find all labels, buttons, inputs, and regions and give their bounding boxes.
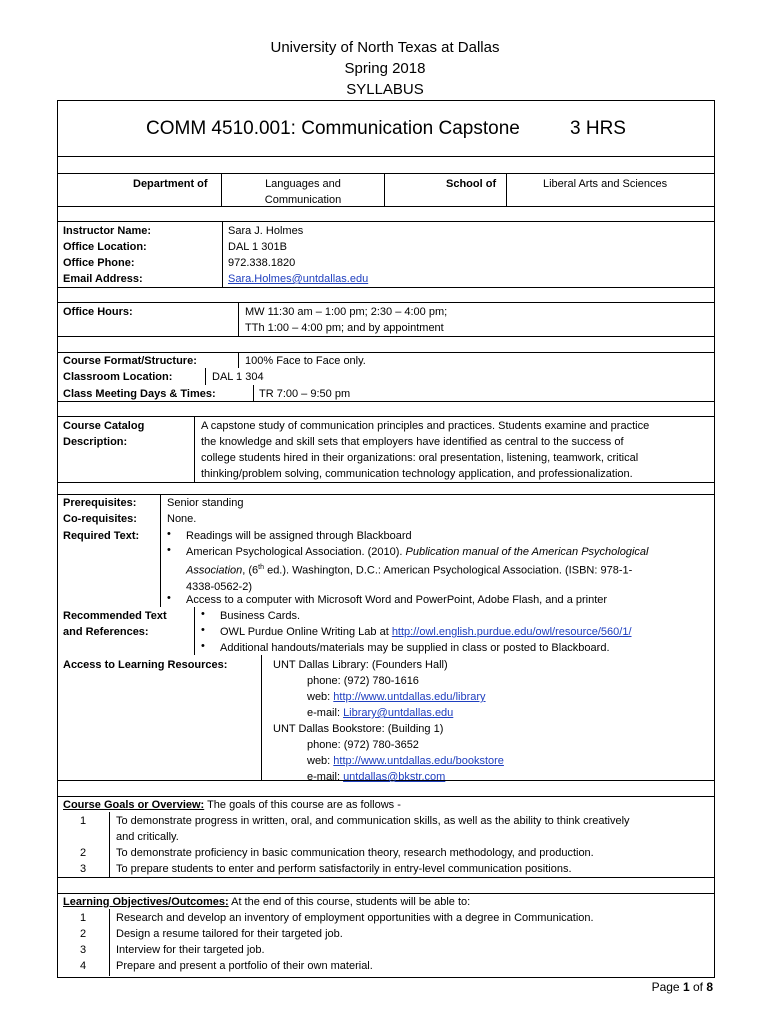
catalog-line: A capstone study of communication principles and practices. Students examine and practice (201, 420, 650, 432)
dept-value-line: Communication (264, 194, 342, 206)
divider (506, 173, 507, 206)
required-text-item: Access to a computer with Microsoft Word and PowerPoint, Adobe Flash, and a printer (186, 594, 608, 606)
goal-item: To demonstrate proficiency in basic communication theory, research methodology, and production. (116, 847, 594, 859)
divider (238, 302, 239, 336)
prereq-value: Senior standing (167, 497, 244, 509)
course-title: COMM 4510.001: Communication Capstone (146, 118, 520, 139)
resources-list (273, 657, 504, 785)
objective-num: 2 (79, 928, 87, 940)
catalog-line: college students hired in their organizations: oral presentation, listening, teamwork, critical (201, 452, 639, 464)
goal-line: and critically. (116, 831, 179, 843)
office-location-label: Office Location: (63, 241, 147, 253)
recommended-text: OWL Purdue Online Writing Lab at (220, 626, 392, 638)
goal-num: 2 (79, 847, 87, 859)
doc-type: SYLLABUS (346, 81, 424, 98)
instructor-name-label: Instructor Name: (63, 225, 152, 237)
bullet-icon: • (167, 528, 171, 540)
owl-purdue-link[interactable]: http://owl.english.purdue.edu/owl/resource/560/1/ (391, 626, 632, 638)
bullet-icon: • (201, 608, 205, 620)
office-hours-line: TTh 1:00 – 4:00 pm; and by appointment (245, 322, 444, 334)
page-number (652, 980, 713, 994)
email-label: Email Address: (63, 273, 143, 285)
citation-part: American Psychological Association. (2010). (186, 546, 406, 558)
citation-part: ed.). Washington, D.C.: American Psychological Association. (ISBN: 978-1- (264, 564, 633, 577)
format-label: Course Format/Structure: (63, 355, 197, 367)
citation-part: , (6 (242, 564, 259, 577)
bookstore-name: UNT Dallas Bookstore: (Building 1) (273, 723, 444, 735)
objectives-intro: At the end of this course, students will be able to: (228, 896, 471, 908)
recommended-label (63, 608, 167, 640)
total-pages: 8 (706, 980, 713, 994)
goals-heading (63, 797, 401, 813)
days-value: TR 7:00 – 9:50 pm (259, 388, 351, 400)
goal-num: 1 (79, 815, 87, 827)
objectives-label: Learning Objectives/Outcomes: (63, 896, 229, 908)
required-text-item: Readings will be assigned through Blackboard (186, 530, 412, 542)
instructor-name: Sara J. Holmes (228, 225, 304, 237)
divider (57, 482, 714, 483)
bookstore-email-link[interactable]: untdallas@bkstr.com (343, 771, 446, 783)
office-hours-label: Office Hours: (63, 306, 133, 318)
divider (57, 221, 714, 222)
citation-part: 4338-0562-2) (186, 580, 253, 593)
recommended-label-line: Recommended Text (63, 610, 167, 622)
divider (253, 385, 254, 401)
web-label: web: (307, 755, 334, 767)
library-phone: phone: (972) 780-1616 (307, 675, 419, 687)
divider (57, 156, 714, 157)
recommended-item: Business Cards. (220, 610, 301, 622)
objective-item: Research and develop an inventory of employment opportunities with a degree in Communication. (116, 912, 594, 924)
office-location: DAL 1 301B (228, 241, 287, 253)
objective-num: 1 (79, 912, 87, 924)
objective-num: 4 (79, 960, 87, 972)
objective-item: Design a resume tailored for their targeted job. (116, 928, 343, 940)
dept-value-line: Languages and (265, 178, 341, 190)
term: Spring 2018 (344, 60, 426, 77)
catalog-description (201, 418, 649, 482)
coreq-value: None. (167, 513, 197, 525)
current-page: 1 (682, 980, 690, 994)
divider (160, 494, 161, 607)
coreq-label: Co-requisites: (63, 513, 137, 525)
objective-num: 3 (79, 944, 87, 956)
catalog-label-line: Description: (63, 436, 128, 448)
divider (194, 416, 195, 482)
citation-title: Association (186, 564, 243, 577)
required-text-item (186, 544, 711, 595)
catalog-line: the knowledge and skill sets that employers have identified as central to the success of (201, 436, 624, 448)
web-label: web: (307, 691, 334, 703)
library-email-link[interactable]: Library@untdallas.edu (343, 707, 454, 719)
document-header (0, 37, 770, 100)
goals-label: Course Goals or Overview: (63, 799, 205, 811)
office-phone: 972.338.1820 (228, 257, 296, 269)
instructor-email-link[interactable]: Sara.Holmes@untdallas.edu (228, 273, 369, 285)
office-hours-value (245, 304, 447, 336)
bookstore-phone: phone: (972) 780-3652 (307, 739, 419, 751)
divider (109, 812, 110, 877)
library-name: UNT Dallas Library: (Founders Hall) (273, 659, 448, 671)
days-label: Class Meeting Days & Times: (63, 388, 216, 400)
divider (57, 206, 714, 207)
room-value: DAL 1 304 (212, 371, 264, 383)
dept-value (222, 176, 384, 208)
of-word: of (689, 980, 707, 994)
goal-item (116, 813, 711, 845)
divider (238, 352, 239, 368)
room-label: Classroom Location: (63, 371, 173, 383)
divider (205, 368, 206, 385)
objectives-heading (63, 894, 470, 910)
divider (57, 302, 714, 303)
catalog-line: thinking/problem solving, communication technology application, and professionalization. (201, 468, 633, 480)
divider (222, 221, 223, 287)
recommended-item: Additional handouts/materials may be supplied in class or posted to Blackboard. (220, 642, 610, 654)
bullet-icon: • (201, 624, 205, 636)
recommended-label-line: and References: (63, 626, 149, 638)
office-hours-line: MW 11:30 am – 1:00 pm; 2:30 – 4:00 pm; (245, 306, 448, 318)
course-hours: 3 HRS (570, 118, 626, 139)
divider (57, 416, 714, 417)
prereq-label: Prerequisites: (63, 497, 137, 509)
dept-label: Department of (133, 178, 208, 190)
divider (57, 494, 714, 495)
bullet-icon: • (167, 544, 171, 556)
university-name: University of North Texas at Dallas (270, 39, 500, 56)
library-web-link[interactable]: http://www.untdallas.edu/library (333, 691, 486, 703)
divider (57, 173, 714, 174)
instructor-labels (63, 223, 151, 287)
email-label: e-mail: (307, 707, 344, 719)
school-label: School of (446, 178, 497, 190)
office-phone-label: Office Phone: (63, 257, 135, 269)
citation-sup: th (258, 564, 265, 571)
page-word: Page (651, 980, 683, 994)
goal-item: To prepare students to enter and perform satisfactorily in entry-level communication positions. (116, 863, 572, 875)
bullet-icon: • (167, 592, 171, 604)
format-value: 100% Face to Face only. (245, 355, 366, 367)
required-text-label: Required Text: (63, 530, 140, 542)
objective-item: Prepare and present a portfolio of their own material. (116, 960, 373, 972)
divider (194, 607, 195, 655)
bookstore-web-link[interactable]: http://www.untdallas.edu/bookstore (333, 755, 504, 767)
objective-item: Interview for their targeted job. (116, 944, 265, 956)
school-value: Liberal Arts and Sciences (543, 178, 668, 190)
citation-title: Publication manual of the American Psychological (405, 546, 649, 558)
divider (57, 336, 714, 337)
recommended-item (220, 624, 632, 640)
email-label: e-mail: (307, 771, 344, 783)
divider (384, 173, 385, 206)
divider (57, 877, 714, 878)
goal-line: To demonstrate progress in written, oral, and communication skills, as well as the ability to think creatively (116, 815, 630, 827)
instructor-values (228, 223, 368, 287)
goals-intro: The goals of this course are as follows - (204, 799, 401, 811)
catalog-label (63, 418, 144, 450)
divider (261, 655, 262, 780)
bullet-icon: • (201, 640, 205, 652)
goal-num: 3 (79, 863, 87, 875)
divider (57, 287, 714, 288)
resources-label: Access to Learning Resources: (63, 659, 228, 671)
catalog-label-line: Course Catalog (63, 420, 145, 432)
divider (109, 909, 110, 976)
